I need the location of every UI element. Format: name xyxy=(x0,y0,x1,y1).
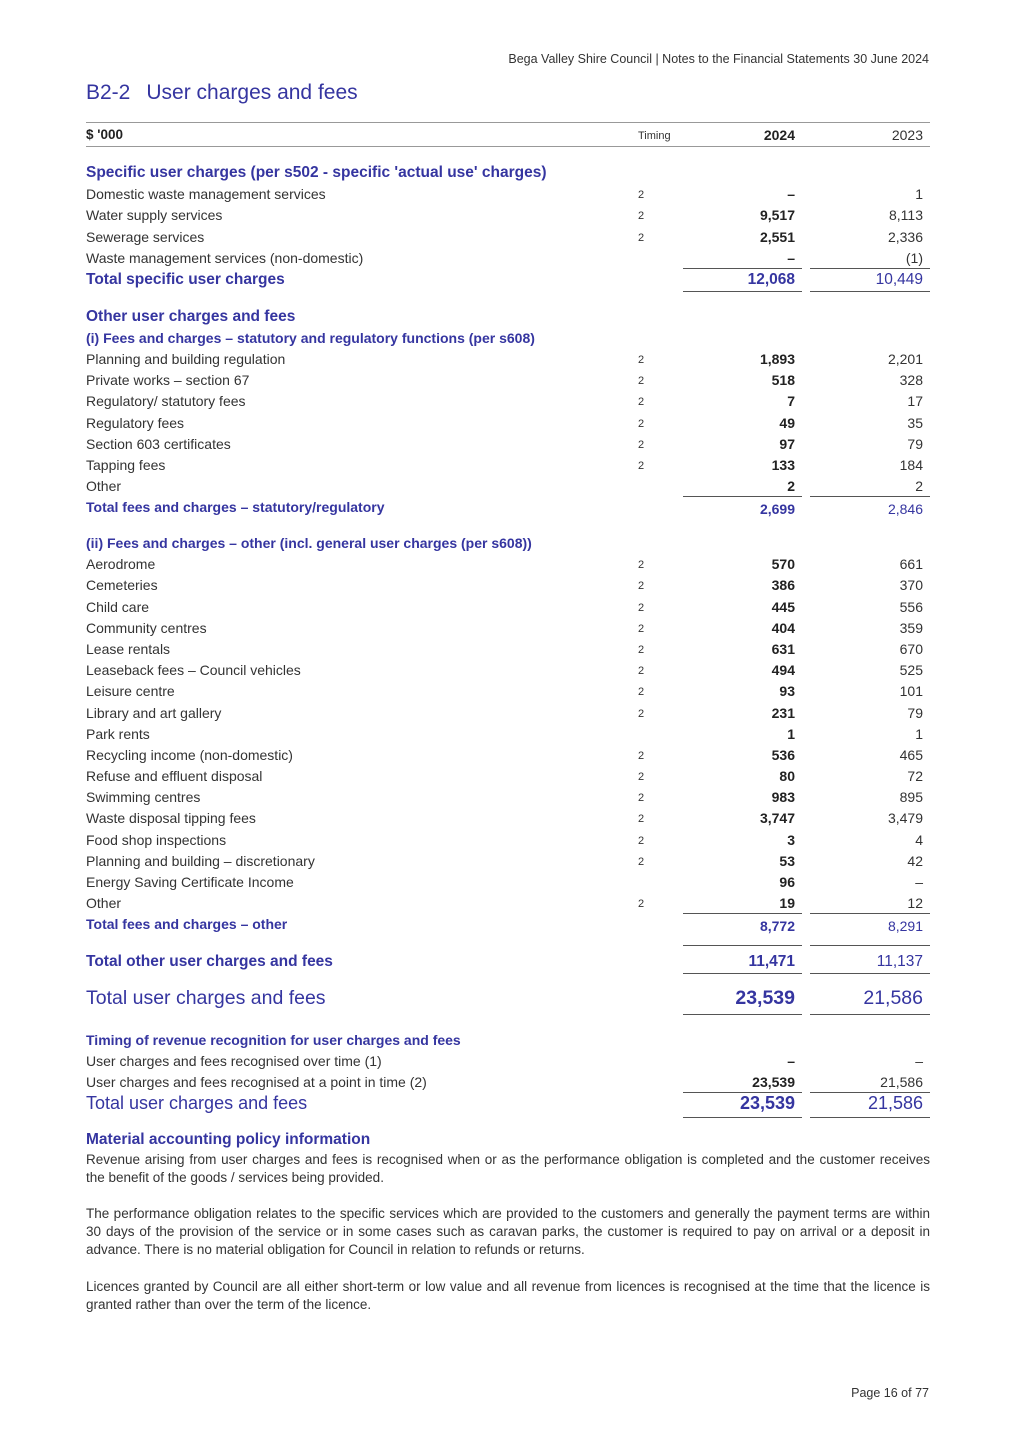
table-row xyxy=(86,574,930,595)
subtotal-rule xyxy=(683,945,802,946)
total-value-2024: 11,471 xyxy=(748,953,795,970)
grand-total-label: Total user charges and fees xyxy=(86,987,326,1009)
grand-total-rule xyxy=(683,1014,802,1015)
row-value-2024: – xyxy=(787,186,795,203)
page-number: Page 16 of 77 xyxy=(851,1386,929,1400)
table-row xyxy=(86,829,930,850)
total-rule xyxy=(683,291,802,292)
row-value-2023: 670 xyxy=(899,640,923,657)
header-rule xyxy=(86,146,930,147)
row-value-2024: 231 xyxy=(771,704,795,721)
table-row xyxy=(86,638,930,659)
timing-header: Timing xyxy=(638,130,671,142)
total-value-2024: 12,068 xyxy=(747,270,795,288)
table-row xyxy=(86,702,930,723)
row-label: Planning and building – discretionary xyxy=(86,852,315,869)
row-label: Community centres xyxy=(86,619,207,636)
table-row xyxy=(86,680,930,701)
table-row xyxy=(86,454,930,475)
row-timing: 2 xyxy=(638,210,645,223)
row-value-2023: 661 xyxy=(899,556,923,573)
table-row xyxy=(86,744,930,765)
row-value-2024: 536 xyxy=(771,746,795,763)
table-row xyxy=(86,390,930,411)
row-label: Sewerage services xyxy=(86,228,205,245)
row-value-2024: 23,539 xyxy=(752,1074,795,1091)
policy-paragraph: Licences granted by Council are all either short-term or low value and all revenue from licences is recognised at the time that the licence is granted rather than over the term of the licence. xyxy=(86,1279,930,1312)
row-value-2023: – xyxy=(915,1053,923,1070)
subtotal-row xyxy=(86,913,930,947)
row-value-2024: 1,893 xyxy=(759,351,795,367)
row-value-2023: 465 xyxy=(899,746,923,763)
row-label: Food shop inspections xyxy=(86,831,227,848)
row-timing: 2 xyxy=(638,601,645,614)
row-value-2023: 370 xyxy=(899,577,923,594)
row-value-2024: 2 xyxy=(787,478,795,495)
row-value-2024: 7 xyxy=(787,393,795,410)
row-value-2024: 2,551 xyxy=(759,228,795,245)
row-value-2024: 445 xyxy=(771,598,795,615)
row-label: Other xyxy=(86,895,122,912)
row-value-2023: 8,113 xyxy=(889,207,923,224)
row-value-2023: 1 xyxy=(915,725,923,742)
row-label: Water supply services xyxy=(86,207,223,224)
row-value-2023: 556 xyxy=(899,598,923,615)
total-value-2023: 11,137 xyxy=(876,953,923,970)
year-2024-header: 2024 xyxy=(763,127,795,143)
row-timing: 2 xyxy=(638,354,645,366)
row-value-2023: 21,586 xyxy=(880,1074,923,1091)
row-value-2023: 3,479 xyxy=(887,810,923,827)
row-label: Planning and building regulation xyxy=(86,351,286,367)
row-timing: 2 xyxy=(638,622,645,635)
subtotal-value-2023: 8,291 xyxy=(887,918,923,935)
section-heading: Timing of revenue recognition for user charges and fees xyxy=(86,1032,461,1048)
table-row xyxy=(86,850,930,871)
grand-total-value-2023: 21,586 xyxy=(863,987,923,1009)
subtotal-value-2024: 8,772 xyxy=(759,918,795,935)
row-label: Leisure centre xyxy=(86,683,175,700)
row-label: Energy Saving Certificate Income xyxy=(86,874,294,890)
year-2023-header: 2023 xyxy=(891,127,923,143)
subtotal-row xyxy=(86,496,930,530)
table-row xyxy=(86,183,930,204)
table-row xyxy=(86,617,930,638)
total-rule xyxy=(683,1117,802,1118)
table-row xyxy=(86,247,930,268)
row-value-2023: 184 xyxy=(899,456,923,473)
subsection-heading: (ii) Fees and charges – other (incl. general user charges (per s608)) xyxy=(86,535,532,551)
row-label: Waste management services (non-domestic) xyxy=(86,249,364,266)
row-value-2024: 386 xyxy=(771,577,795,594)
table-row xyxy=(86,807,930,828)
table-row xyxy=(86,892,930,913)
row-timing: 2 xyxy=(638,898,645,911)
general-fees-section xyxy=(86,532,930,947)
row-value-2023: 17 xyxy=(907,393,923,410)
total-row xyxy=(86,1093,930,1119)
table-row xyxy=(86,1071,930,1092)
grand-total-rule xyxy=(810,1014,930,1015)
table-row xyxy=(86,204,930,225)
row-value-2023: 2 xyxy=(915,478,923,495)
row-value-2024: 631 xyxy=(771,640,795,657)
row-value-2024: 53 xyxy=(779,852,795,869)
row-label: Recycling income (non-domestic) xyxy=(86,746,293,763)
other-charges-section xyxy=(86,306,930,348)
total-value-2023: 21,586 xyxy=(867,1092,923,1113)
row-value-2023: 895 xyxy=(899,789,923,806)
total-row xyxy=(86,950,930,971)
row-label: Regulatory/ statutory fees xyxy=(86,393,246,410)
row-label: Domestic waste management services xyxy=(86,186,326,203)
row-label: Library and art gallery xyxy=(86,704,222,721)
table-row xyxy=(86,433,930,454)
row-value-2024: 9,517 xyxy=(759,207,795,224)
row-value-2024: 404 xyxy=(771,619,795,636)
row-value-2024: 494 xyxy=(771,662,795,679)
row-timing: 2 xyxy=(638,792,645,805)
total-label: Total other user charges and fees xyxy=(86,953,333,970)
section-heading-row xyxy=(86,1029,930,1050)
row-value-2024: 1 xyxy=(787,725,795,742)
row-value-2024: 96 xyxy=(779,874,795,890)
row-value-2023: 2,201 xyxy=(887,351,923,367)
row-timing: 2 xyxy=(638,396,645,409)
table-row xyxy=(86,1050,930,1071)
row-value-2023: 35 xyxy=(907,414,923,431)
row-value-2024: 49 xyxy=(779,414,795,431)
row-timing: 2 xyxy=(638,665,645,678)
row-value-2024: – xyxy=(787,1053,795,1070)
row-value-2023: 101 xyxy=(899,683,923,700)
row-value-2023: (1) xyxy=(905,249,923,266)
total-label: Total specific user charges xyxy=(86,270,285,288)
subtotal-value-2024: 2,699 xyxy=(759,501,795,518)
row-label: Waste disposal tipping fees xyxy=(86,810,256,827)
subtotal-label: Total fees and charges – other xyxy=(86,916,288,933)
row-value-2023: 72 xyxy=(907,768,923,785)
table-row xyxy=(86,369,930,390)
row-label: Aerodrome xyxy=(86,556,156,573)
row-timing: 2 xyxy=(638,459,645,472)
total-other-section xyxy=(86,950,930,971)
unit-label: $ '000 xyxy=(86,127,123,142)
row-value-2023: 328 xyxy=(899,372,923,389)
row-value-2023: 525 xyxy=(899,662,923,679)
row-value-2023: 1 xyxy=(915,186,923,203)
table-row xyxy=(86,348,930,369)
section-heading: Specific user charges (per s502 - specific 'actual use' charges) xyxy=(86,164,547,181)
row-value-2024: 80 xyxy=(779,768,795,785)
row-label: Park rents xyxy=(86,725,150,742)
table-row xyxy=(86,871,930,892)
row-label: Regulatory fees xyxy=(86,414,185,431)
table-row xyxy=(86,596,930,617)
table-row xyxy=(86,553,930,574)
row-value-2023: 79 xyxy=(907,435,923,452)
row-timing: 2 xyxy=(638,417,645,430)
row-label: Refuse and effluent disposal xyxy=(86,768,263,785)
row-timing: 2 xyxy=(638,749,645,762)
row-label: User charges and fees recognised at a point in time (2) xyxy=(86,1074,427,1091)
row-label: User charges and fees recognised over time (1) xyxy=(86,1053,382,1070)
total-rule xyxy=(810,973,930,974)
row-timing: 2 xyxy=(638,231,645,244)
row-value-2024: 983 xyxy=(771,789,795,806)
policy-heading: Material accounting policy information xyxy=(86,1131,371,1148)
section-number: B2-2 xyxy=(86,81,131,104)
grand-total-section xyxy=(86,987,930,1015)
timing-recognition-section xyxy=(86,1029,930,1119)
row-value-2023: 79 xyxy=(907,704,923,721)
subtotal-rule xyxy=(810,945,930,946)
row-timing: 2 xyxy=(638,771,645,784)
section-heading: Other user charges and fees xyxy=(86,308,296,325)
table-row xyxy=(86,412,930,433)
table-row xyxy=(86,786,930,807)
table-row xyxy=(86,765,930,786)
total-rule xyxy=(683,973,802,974)
subtotal-value-2023: 2,846 xyxy=(887,501,923,518)
row-value-2024: 3 xyxy=(787,831,795,848)
section-title-text: User charges and fees xyxy=(146,81,358,104)
row-value-2023: 12 xyxy=(907,895,923,912)
row-value-2023: 359 xyxy=(899,619,923,636)
grand-total-value-2024: 23,539 xyxy=(735,987,795,1009)
total-value-2023: 10,449 xyxy=(875,270,923,288)
table-header xyxy=(86,124,930,145)
row-value-2024: – xyxy=(787,249,795,266)
policy-paragraph: The performance obligation relates to the specific services which are provided to the customers and generally the payment terms are within 30 days of the provision of the service or in some cases such as caravan parks, the customer is required to pay on arrival or a deposit in advance. There is no material obligation for Council in relation to refunds or returns. xyxy=(86,1206,930,1257)
table-row xyxy=(86,475,930,496)
row-timing: 2 xyxy=(638,813,645,826)
specific-charges-section xyxy=(86,162,930,289)
row-value-2023: 2,336 xyxy=(887,228,923,245)
policy-paragraph: Revenue arising from user charges and fees is recognised when or as the performance obligation is completed and the customer receives the benefit of the goods / services being provided. xyxy=(86,1152,930,1185)
top-rule xyxy=(86,122,930,123)
table-row xyxy=(86,659,930,680)
row-timing: 2 xyxy=(638,707,645,720)
total-label: Total user charges and fees xyxy=(86,1092,308,1113)
row-timing: 2 xyxy=(638,686,645,699)
row-value-2023: 42 xyxy=(907,852,923,869)
row-timing: 2 xyxy=(638,855,645,868)
row-timing: 2 xyxy=(638,438,645,451)
total-rule xyxy=(810,1117,930,1118)
grand-total-row xyxy=(86,987,930,1015)
section-title xyxy=(86,81,358,105)
row-label: Private works – section 67 xyxy=(86,372,250,389)
statutory-rows xyxy=(86,348,930,530)
row-label: Section 603 certificates xyxy=(86,435,231,452)
row-label: Lease rentals xyxy=(86,640,171,657)
row-label: Swimming centres xyxy=(86,789,201,806)
row-value-2024: 518 xyxy=(771,372,795,389)
row-label: Other xyxy=(86,478,122,495)
total-row xyxy=(86,268,930,289)
row-timing: 2 xyxy=(638,189,645,202)
row-timing: 2 xyxy=(638,375,645,388)
row-label: Leaseback fees – Council vehicles xyxy=(86,662,301,679)
row-timing: 2 xyxy=(638,643,645,656)
row-value-2024: 93 xyxy=(779,683,795,700)
row-timing: 2 xyxy=(638,559,645,572)
row-value-2024: 19 xyxy=(779,895,795,912)
row-label: Child care xyxy=(86,598,150,615)
row-label: Tapping fees xyxy=(86,456,166,473)
subtotal-label: Total fees and charges – statutory/regulatory xyxy=(86,499,385,516)
row-timing: 2 xyxy=(638,580,645,593)
row-timing: 2 xyxy=(638,834,645,847)
row-value-2024: 570 xyxy=(771,556,795,573)
subsection-heading: (i) Fees and charges – statutory and regulatory functions (per s608) xyxy=(86,330,535,347)
row-value-2024: 97 xyxy=(779,435,795,452)
row-value-2024: 133 xyxy=(771,456,795,473)
document-header: Bega Valley Shire Council | Notes to the Financial Statements 30 June 2024 xyxy=(508,52,929,66)
total-rule xyxy=(810,291,930,292)
row-value-2024: 3,747 xyxy=(759,810,795,827)
total-value-2024: 23,539 xyxy=(739,1092,795,1113)
table-row xyxy=(86,226,930,247)
row-value-2023: 4 xyxy=(915,831,923,848)
table-row xyxy=(86,723,930,744)
row-value-2023: – xyxy=(915,874,923,890)
row-label: Cemeteries xyxy=(86,577,158,594)
